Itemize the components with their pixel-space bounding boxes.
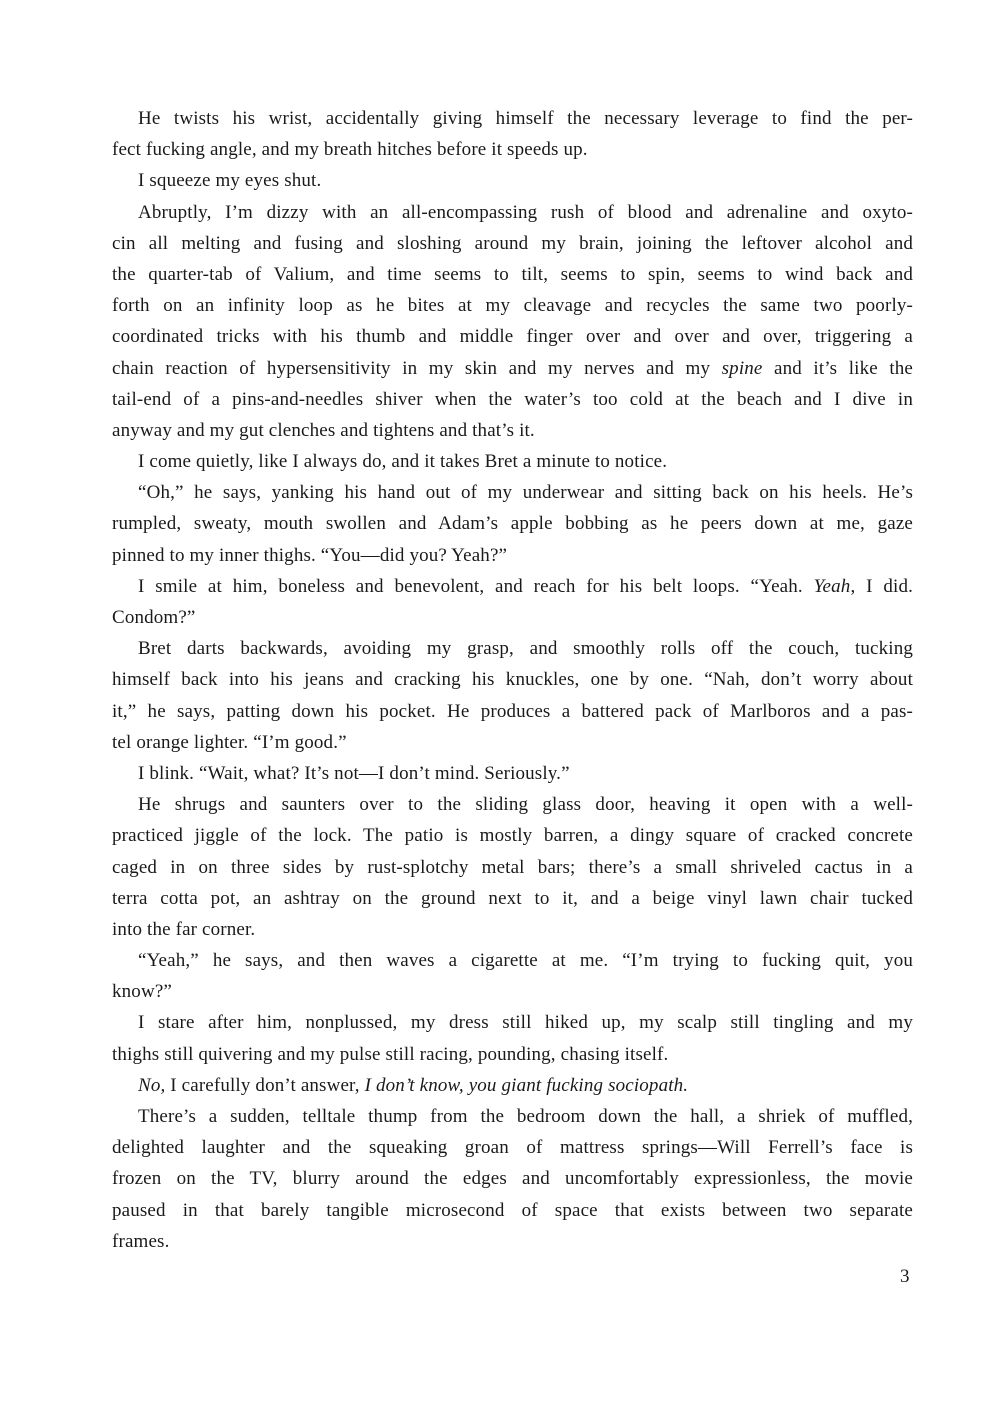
text-line — [112, 321, 913, 352]
text-line — [112, 727, 913, 758]
paragraph — [112, 758, 913, 789]
text-segment: Condom?” — [112, 607, 196, 628]
text-line — [112, 696, 913, 727]
paragraph — [112, 477, 913, 571]
text-segment: caged in on three sides by rust-splotchy metal bars; there’s a small shriveled cactus in a — [112, 856, 913, 878]
paragraph — [112, 571, 913, 633]
paragraph — [112, 103, 913, 165]
paragraph — [112, 165, 913, 196]
text-segment: He twists his wrist, accidentally giving himself the necessary leverage to find the per- — [138, 108, 913, 129]
text-segment: forth on an infinity loop as he bites at my cleavage and recycles the same two poorly- — [112, 295, 913, 317]
text-line — [112, 820, 913, 851]
text-line — [112, 914, 913, 945]
text-line — [112, 633, 913, 664]
text-segment: rumpled, sweaty, mouth swollen and Adam’s apple bobbing as he peers down at me, gaze — [112, 513, 913, 535]
italic-text: Yeah — [813, 575, 851, 597]
text-segment: coordinated tricks with his thumb and middle finger over and over and over, triggering a — [112, 326, 913, 348]
text-segment: into the far corner. — [112, 918, 256, 940]
text-line — [112, 945, 913, 976]
italic-text: spine — [721, 357, 763, 379]
text-segment: “Oh,” he says, yanking his hand out of my underwear and sitting back on his heels. He’s — [138, 482, 913, 504]
paragraph — [112, 789, 913, 945]
text-segment: paused in that barely tangible microsecond of space that exists between two separate — [112, 1199, 913, 1221]
text-segment: , I did. — [850, 575, 913, 597]
text-segment: terra cotta pot, an ashtray on the ground next to it, and a beige vinyl lawn chair tucked — [112, 887, 913, 909]
text-segment: practiced jiggle of the lock. The patio is mostly barren, a dingy square of cracked concrete — [112, 825, 913, 847]
text-segment: frozen on the TV, blurry around the edges and uncomfortably expressionless, the movie — [112, 1168, 913, 1190]
text-segment: it,” he says, patting down his pocket. He produces a battered pack of Marlboros and a pas- — [112, 700, 913, 722]
text-segment: pinned to my inner thighs. “You—did you? Yeah?” — [112, 544, 508, 566]
text-line — [112, 228, 913, 259]
text-segment: himself back into his jeans and cracking his knuckles, one by one. “Nah, don’t worry about — [112, 669, 913, 691]
paragraph — [112, 633, 913, 758]
text-segment: frames. — [112, 1230, 170, 1252]
text-line — [112, 1195, 913, 1226]
text-line — [112, 103, 913, 134]
text-segment: the quarter-tab of Valium, and time seems to tilt, seems to spin, seems to wind back and — [112, 263, 913, 285]
text-line — [112, 477, 913, 508]
text-line — [112, 508, 913, 539]
text-line — [112, 1039, 913, 1070]
text-segment: fect fucking angle, and my breath hitches before it speeds up. — [112, 139, 588, 161]
italic-text: I don’t know, you giant fucking sociopath. — [364, 1074, 689, 1096]
text-line — [112, 664, 913, 695]
paragraph — [112, 1101, 913, 1257]
paragraph — [112, 945, 913, 1007]
text-line — [112, 602, 913, 633]
text-line — [112, 758, 913, 789]
text-line — [112, 259, 913, 290]
text-segment: delighted laughter and the squeaking groan of mattress springs—Will Ferrell’s face is — [112, 1137, 913, 1159]
text-segment: Abruptly, I’m dizzy with an all-encompassing rush of blood and adrenaline and oxyto- — [138, 201, 913, 223]
text-segment: I smile at him, boneless and benevolent, and reach for his belt loops. “Yeah. — [138, 575, 814, 597]
paragraph — [112, 1007, 913, 1069]
text-line — [112, 789, 913, 820]
text-line — [112, 883, 913, 914]
text-line — [112, 1226, 913, 1257]
paragraph — [112, 197, 913, 447]
text-segment: I stare after him, nonplussed, my dress still hiked up, my scalp still tingling and my — [138, 1012, 913, 1034]
text-line — [112, 1070, 913, 1101]
text-segment: There’s a sudden, telltale thump from the bedroom down the hall, a shriek of muffled, — [138, 1106, 913, 1127]
text-segment: chain reaction of hypersensitivity in my skin and my nerves and my — [112, 357, 722, 379]
paragraph — [112, 1070, 913, 1101]
text-line — [112, 1132, 913, 1163]
page-number: 3 — [900, 1266, 910, 1287]
text-segment: and it’s like the — [762, 357, 913, 379]
body-text — [112, 103, 913, 1257]
text-line — [112, 290, 913, 321]
text-line — [112, 197, 913, 228]
text-line — [112, 571, 913, 602]
text-segment: tel orange lighter. “I’m good.” — [112, 731, 347, 753]
text-line — [112, 1101, 913, 1132]
text-segment: I blink. “Wait, what? It’s not—I don’t mind. Seriously.” — [138, 762, 570, 784]
text-line — [112, 415, 913, 446]
text-line — [112, 1163, 913, 1194]
italic-text: No, — [138, 1074, 166, 1096]
text-segment: tail-end of a pins-and-needles shiver when the water’s too cold at the beach and I dive in — [112, 388, 913, 410]
text-line — [112, 446, 913, 477]
text-segment: I squeeze my eyes shut. — [138, 170, 322, 192]
text-segment: know?” — [112, 981, 172, 1003]
text-line — [112, 165, 913, 196]
paragraph — [112, 446, 913, 477]
text-segment: thighs still quivering and my pulse still racing, pounding, chasing itself. — [112, 1043, 669, 1065]
text-line — [112, 852, 913, 883]
text-segment: anyway and my gut clenches and tightens and that’s it. — [112, 419, 535, 441]
text-line — [112, 134, 913, 165]
text-segment: cin all melting and fusing and sloshing around my brain, joining the leftover alcohol and — [112, 232, 913, 254]
text-line — [112, 1007, 913, 1038]
text-segment: He shrugs and saunters over to the sliding glass door, heaving it open with a well- — [138, 794, 913, 816]
text-line — [112, 976, 913, 1007]
text-segment: “Yeah,” he says, and then waves a cigarette at me. “I’m trying to fucking quit, you — [138, 950, 913, 972]
text-segment: Bret darts backwards, avoiding my grasp, and smoothly rolls off the couch, tucking — [138, 638, 913, 660]
text-segment: I come quietly, like I always do, and it takes Bret a minute to notice. — [138, 451, 668, 473]
text-line — [112, 353, 913, 384]
text-segment: I carefully don’t answer, — [165, 1074, 365, 1096]
text-line — [112, 384, 913, 415]
text-line — [112, 540, 913, 571]
